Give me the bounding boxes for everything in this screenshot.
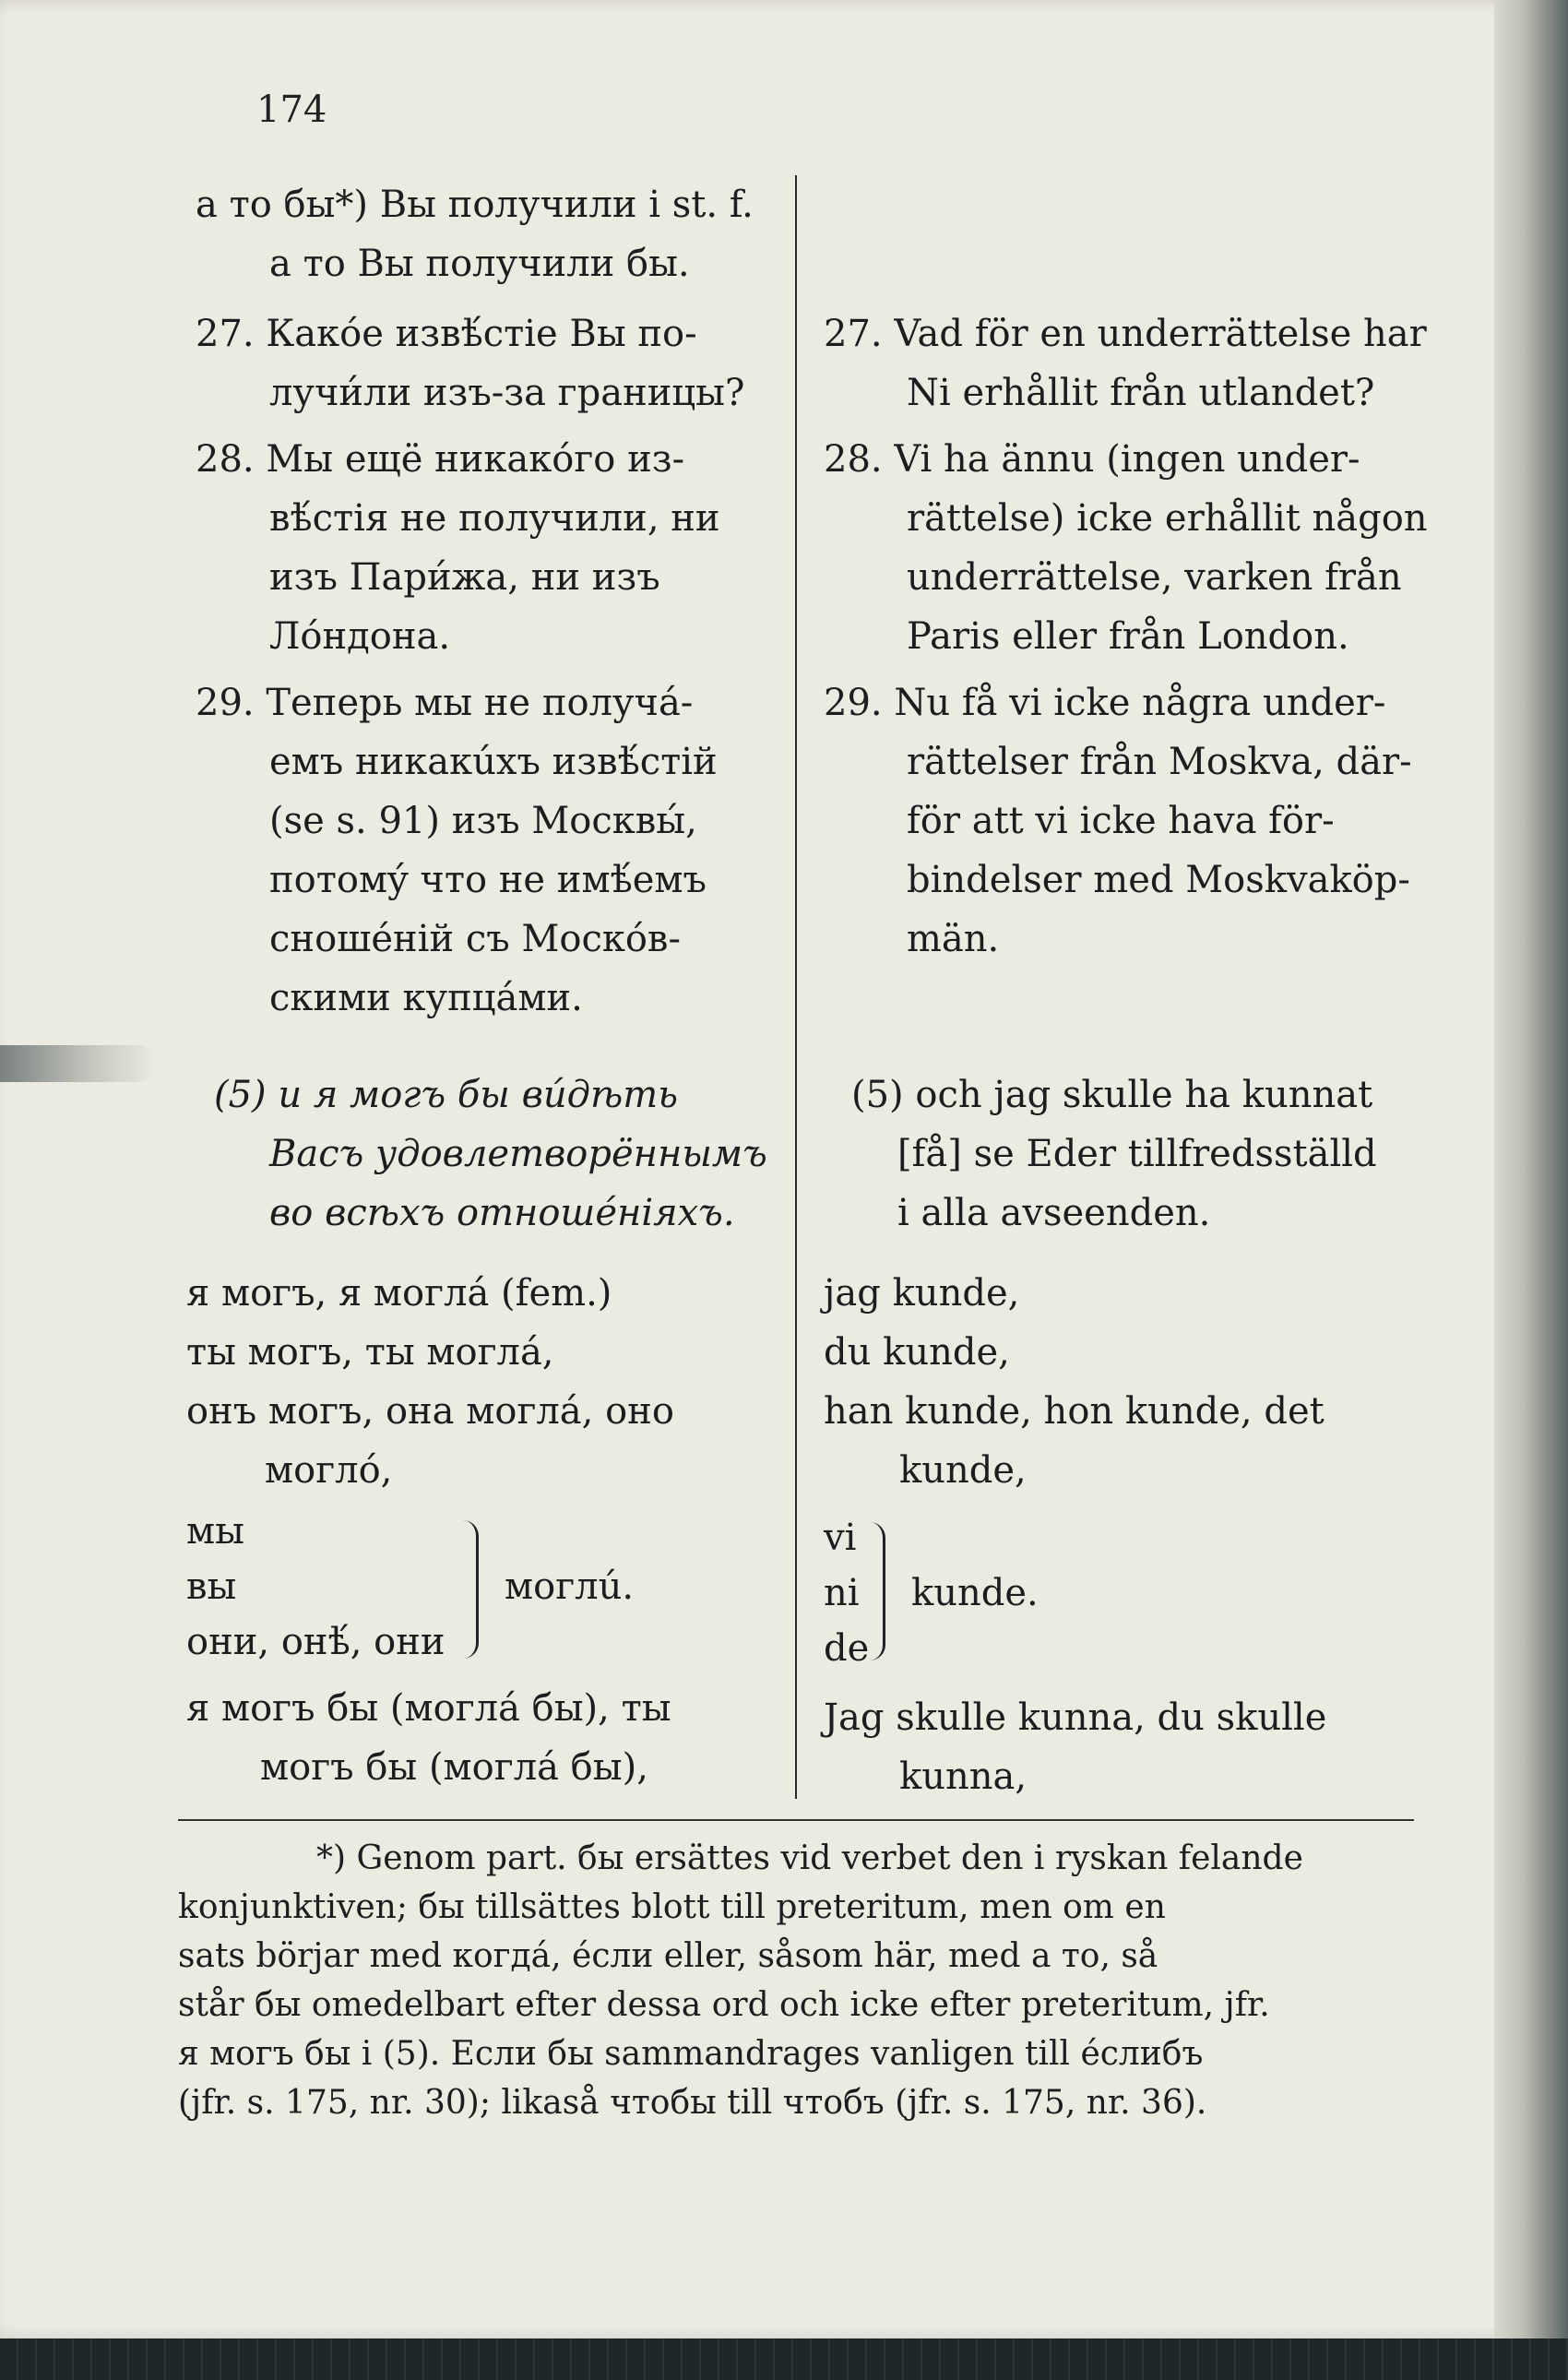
footnote-line: *) Genom part. бы ersättes vid verbet den i ryskan felande: [316, 1839, 1303, 1877]
text-line: 29. Теперь мы не получá-: [196, 682, 694, 724]
page-number: 174: [256, 89, 327, 131]
text-line: Лóндона.: [269, 615, 451, 658]
text-line: а то Вы получили бы.: [269, 243, 690, 285]
text-line: kunde,: [899, 1449, 1027, 1492]
text-line: män.: [907, 918, 1000, 960]
footnote-line: я могъ бы i (5). Если бы sammandrages vanligen till éслибъ: [178, 2035, 1204, 2073]
text-line: потомý что не имѣ́емъ: [269, 859, 707, 901]
text-line: (5) och jag skulle ha kunnat: [851, 1074, 1373, 1116]
footnote: [178, 1834, 1414, 2127]
entry-28-ru: [196, 430, 720, 666]
text-line: (5) и я могъ бы вúдѣть: [214, 1074, 678, 1116]
text-line: 27. Какóе извѣ́стiе Вы по-: [196, 313, 697, 355]
phrase-5-ru: [214, 1065, 767, 1243]
text-line: kunna,: [899, 1755, 1028, 1798]
plural-group-sv: [824, 1508, 1193, 1674]
text-line: сношéнiй съ Москóв-: [269, 918, 681, 960]
page-fold: [1494, 0, 1568, 2338]
text-line: я могъ, я моглá (fem.): [186, 1272, 612, 1315]
footnote-line: står бы omedelbart efter dessa ord och icke efter preteritum, jfr.: [178, 1986, 1270, 2024]
text-line: vi: [824, 1517, 857, 1559]
text-line: (se s. 91) изъ Москвы́,: [269, 800, 697, 842]
phrase-5-sv: [851, 1065, 1377, 1243]
footnote-rule: [178, 1819, 1414, 1821]
entry-29-ru: [196, 673, 718, 1028]
conjugation-ru: [186, 1264, 674, 1500]
text-line: underrättelse, varken från: [907, 556, 1402, 599]
text-line: ты могъ, ты моглá,: [186, 1331, 554, 1374]
footnote-line: sats börjar med когдá, éсли eller, såsom här, med а то, så: [178, 1937, 1158, 1975]
text-line: rättelser från Moskva, där-: [907, 741, 1412, 783]
text-line: мы: [186, 1510, 244, 1553]
text-line: могъ бы (моглá бы),: [260, 1746, 648, 1789]
text-line: för att vi icke hava för-: [907, 800, 1335, 842]
text-line: лучи́ли изъ-за границы?: [269, 372, 745, 414]
plural-group-ru: [186, 1502, 647, 1668]
text-line: 28. Vi ha ännu (ingen under-: [824, 438, 1360, 481]
entry-28-sv: [824, 430, 1428, 666]
text-line: jag kunde,: [824, 1272, 1020, 1315]
entry-27-ru: [196, 304, 744, 422]
footnote-line: (jfr. s. 175, nr. 30); likaså чтобы till чтобъ (jfr. s. 175, nr. 36).: [178, 2084, 1207, 2122]
book-binding: [0, 2338, 1568, 2380]
text-line: i alla avseenden.: [897, 1192, 1211, 1234]
text-line: du kunde,: [824, 1331, 1010, 1374]
text-line: моглú.: [505, 1565, 635, 1608]
page-marker: [0, 1045, 157, 1082]
conditional-ru: [186, 1679, 671, 1797]
text-line: вѣ́стiя не получили, ни: [269, 497, 720, 540]
intro-block: [196, 175, 786, 293]
text-line: [få] se Eder tillfredsställd: [897, 1133, 1377, 1175]
text-line: 29. Nu få vi icke några under-: [824, 682, 1386, 724]
footnote-line: konjunktiven; бы tillsättes blott till preteritum, men om en: [178, 1888, 1166, 1926]
text-line: изъ Пари́жа, ни изъ: [269, 556, 660, 599]
text-line: скими купцáми.: [269, 977, 583, 1019]
text-line: 28. Мы ещё никакóго из-: [196, 438, 685, 481]
text-line: я могъ бы (моглá бы), ты: [186, 1687, 671, 1730]
text-line: Васъ удовлетворённымъ: [269, 1133, 767, 1175]
text-line: bindelser med Moskvaköp-: [907, 859, 1410, 901]
text-line: а то бы*) Вы получили i st. f.: [196, 184, 754, 226]
brace-icon: [463, 1520, 479, 1659]
text-line: емъ никакúхъ извѣ́стiй: [269, 741, 718, 783]
entry-29-sv: [824, 673, 1412, 969]
entry-27-sv: [824, 304, 1427, 422]
text-line: Ni erhållit från utlandet?: [907, 372, 1375, 414]
brace-icon: [870, 1522, 885, 1660]
text-line: во всѣхъ отношéнiяхъ.: [269, 1192, 735, 1234]
text-line: han kunde, hon kunde, det: [824, 1390, 1324, 1433]
text-line: моглó,: [265, 1449, 393, 1492]
text-line: de: [824, 1627, 870, 1670]
text-line: онъ могъ, она моглá, оно: [186, 1390, 674, 1433]
text-line: они, онѣ́, они: [186, 1621, 445, 1663]
text-line: 27. Vad för en underrättelse har: [824, 313, 1427, 355]
text-line: rättelse) icke erhållit någon: [907, 497, 1428, 540]
conjugation-sv: [824, 1264, 1324, 1500]
text-line: Jag skulle kunna, du skulle: [824, 1696, 1327, 1739]
text-line: ni: [824, 1572, 860, 1614]
text-line: вы: [186, 1565, 237, 1608]
column-divider: [795, 175, 797, 1799]
conditional-sv: [824, 1688, 1326, 1806]
text-line: Paris eller från London.: [907, 615, 1349, 658]
text-line: kunde.: [911, 1572, 1039, 1614]
